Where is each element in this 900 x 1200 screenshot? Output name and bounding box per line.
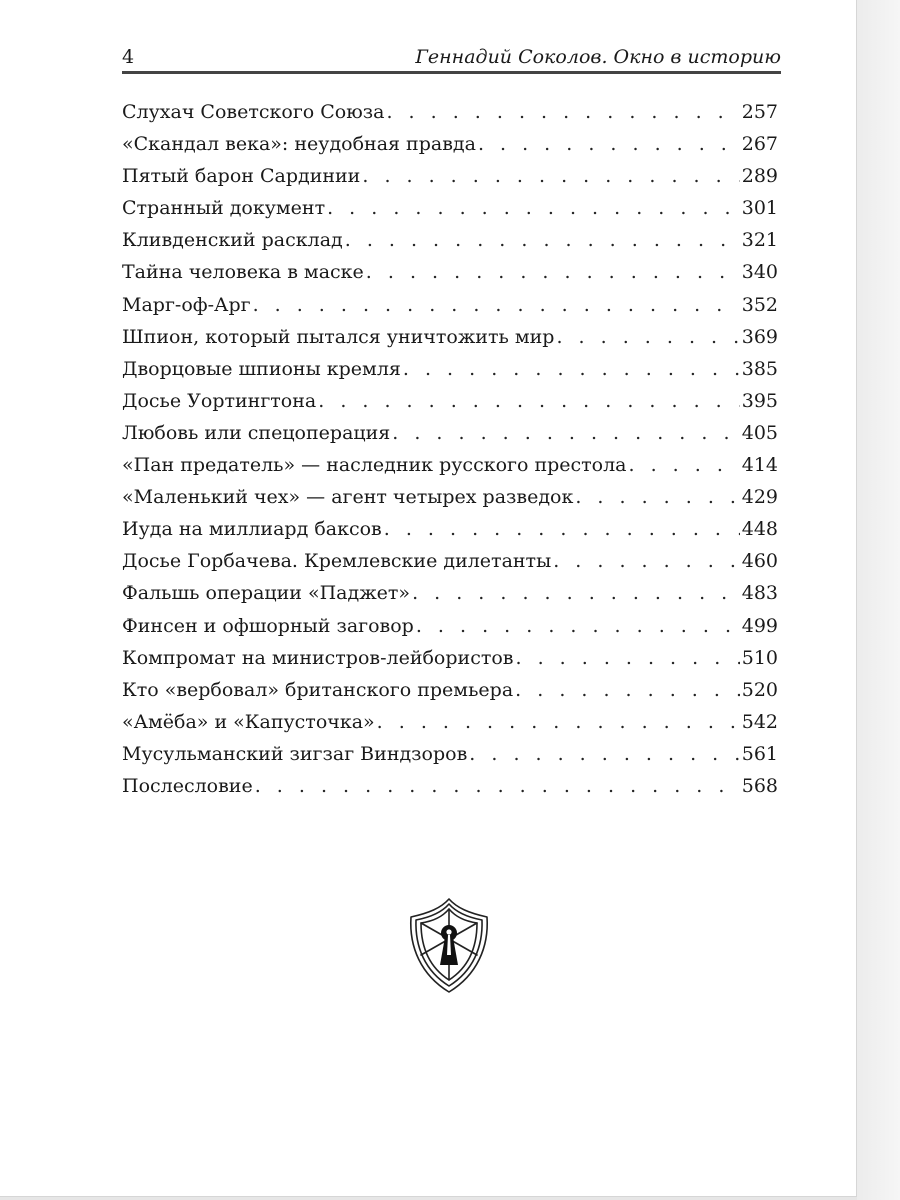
toc-entry (122, 321, 778, 353)
toc-entry (122, 706, 778, 738)
toc-entry (122, 192, 778, 224)
toc-entry-page: 267 (741, 133, 778, 156)
toc-entry (122, 96, 778, 128)
toc-entry-page: 369 (741, 325, 778, 348)
toc-entry-title: Компромат на министров-лейбористов (122, 646, 514, 669)
toc-entry-page: 301 (741, 197, 778, 220)
toc-entry-title: Послесловие (122, 774, 253, 797)
toc-dot-leader (384, 513, 740, 545)
toc-entry-title: Шпион, который пытался уничтожить мир (122, 325, 555, 348)
running-head: Геннадий Соколов. Окно в историю (415, 46, 781, 68)
toc-entry-title: Досье Горбачева. Кремлевские дилетанты (122, 550, 552, 573)
toc-dot-leader (366, 256, 740, 288)
toc-entry-page: 395 (741, 389, 778, 412)
toc-entry-page: 429 (741, 486, 778, 509)
toc-entry-page: 414 (741, 454, 778, 477)
toc-entry-title: «Амёба» и «Капусточка» (122, 710, 375, 733)
toc-entry-page: 352 (741, 293, 778, 316)
toc-dot-leader (327, 192, 740, 224)
toc-entry (122, 610, 778, 642)
toc-entry-page: 483 (741, 582, 778, 605)
toc-entry (122, 642, 778, 674)
toc-entry-page: 405 (741, 421, 778, 444)
toc-entry (122, 353, 778, 385)
header-rule (122, 71, 781, 74)
toc-entry-title: Кто «вербовал» британского премьера (122, 678, 514, 701)
toc-entry-title: Финсен и офшорный заговор (122, 614, 414, 637)
toc-entry-page: 510 (741, 646, 778, 669)
toc-entry-title: Иуда на миллиард баксов (122, 518, 382, 541)
toc-entry (122, 128, 778, 160)
page-header (122, 44, 781, 70)
toc-entry (122, 449, 778, 481)
toc-entry-title: Странный документ (122, 197, 326, 220)
toc-entry (122, 577, 778, 609)
toc-dot-leader (412, 577, 740, 609)
table-of-contents (122, 96, 778, 802)
toc-entry-page: 448 (741, 518, 778, 541)
toc-entry-page: 340 (741, 261, 778, 284)
toc-entry-title: «Маленький чех» — агент четырех разведок (122, 486, 574, 509)
toc-dot-leader (345, 224, 740, 256)
toc-entry-title: Тайна человека в маске (122, 261, 364, 284)
toc-dot-leader (478, 128, 740, 160)
toc-entry-page: 561 (741, 742, 778, 765)
toc-dot-leader (255, 770, 740, 802)
shield-keyhole-icon (403, 895, 495, 995)
toc-entry-title: Кливденский расклад (122, 229, 343, 252)
toc-entry-title: Любовь или спецоперация (122, 421, 391, 444)
toc-entry (122, 385, 778, 417)
toc-entry-page: 385 (741, 357, 778, 380)
toc-entry-page: 499 (741, 614, 778, 637)
toc-dot-leader (403, 353, 740, 385)
toc-entry-page: 460 (741, 550, 778, 573)
toc-entry (122, 770, 778, 802)
toc-entry-title: Досье Уортингтона (122, 389, 317, 412)
toc-entry (122, 256, 778, 288)
toc-dot-leader (416, 610, 740, 642)
toc-dot-leader (377, 706, 740, 738)
toc-entry-title: Мусульманский зигзаг Виндзоров (122, 742, 468, 765)
toc-entry-page: 542 (741, 710, 778, 733)
toc-entry (122, 224, 778, 256)
toc-entry (122, 481, 778, 513)
toc-entry-page: 289 (741, 165, 778, 188)
toc-dot-leader (553, 545, 740, 577)
toc-dot-leader (392, 417, 739, 449)
toc-dot-leader (362, 160, 739, 192)
toc-dot-leader (469, 738, 739, 770)
toc-dot-leader (253, 289, 740, 321)
toc-dot-leader (318, 385, 740, 417)
toc-entry (122, 289, 778, 321)
toc-entry-title: Фальшь операции «Паджет» (122, 582, 411, 605)
toc-entry (122, 545, 778, 577)
toc-entry-title: Слухач Советского Союза (122, 101, 385, 123)
toc-entry (122, 160, 778, 192)
toc-entry-title: «Пан предатель» — наследник русского престола (122, 454, 627, 477)
toc-dot-leader (575, 481, 739, 513)
toc-entry-page: 568 (741, 774, 778, 797)
toc-entry-title: Дворцовые шпионы кремля (122, 357, 401, 380)
page-number: 4 (122, 46, 135, 68)
toc-entry-title: Марг-оф-Арг (122, 293, 251, 316)
toc-entry (122, 513, 778, 545)
toc-dot-leader (515, 674, 740, 706)
toc-dot-leader (386, 96, 739, 128)
toc-entry-title: «Скандал века»: неудобная правда (122, 133, 476, 156)
toc-entry (122, 738, 778, 770)
toc-entry (122, 417, 778, 449)
toc-entry-page: 520 (741, 678, 778, 701)
page-edge (857, 0, 900, 1200)
toc-dot-leader (629, 449, 740, 481)
toc-dot-leader (516, 642, 740, 674)
toc-entry-title: Пятый барон Сардинии (122, 165, 361, 188)
toc-dot-leader (556, 321, 739, 353)
toc-entry (122, 674, 778, 706)
toc-entry-page: 257 (741, 101, 778, 123)
toc-entry-page: 321 (741, 229, 778, 252)
